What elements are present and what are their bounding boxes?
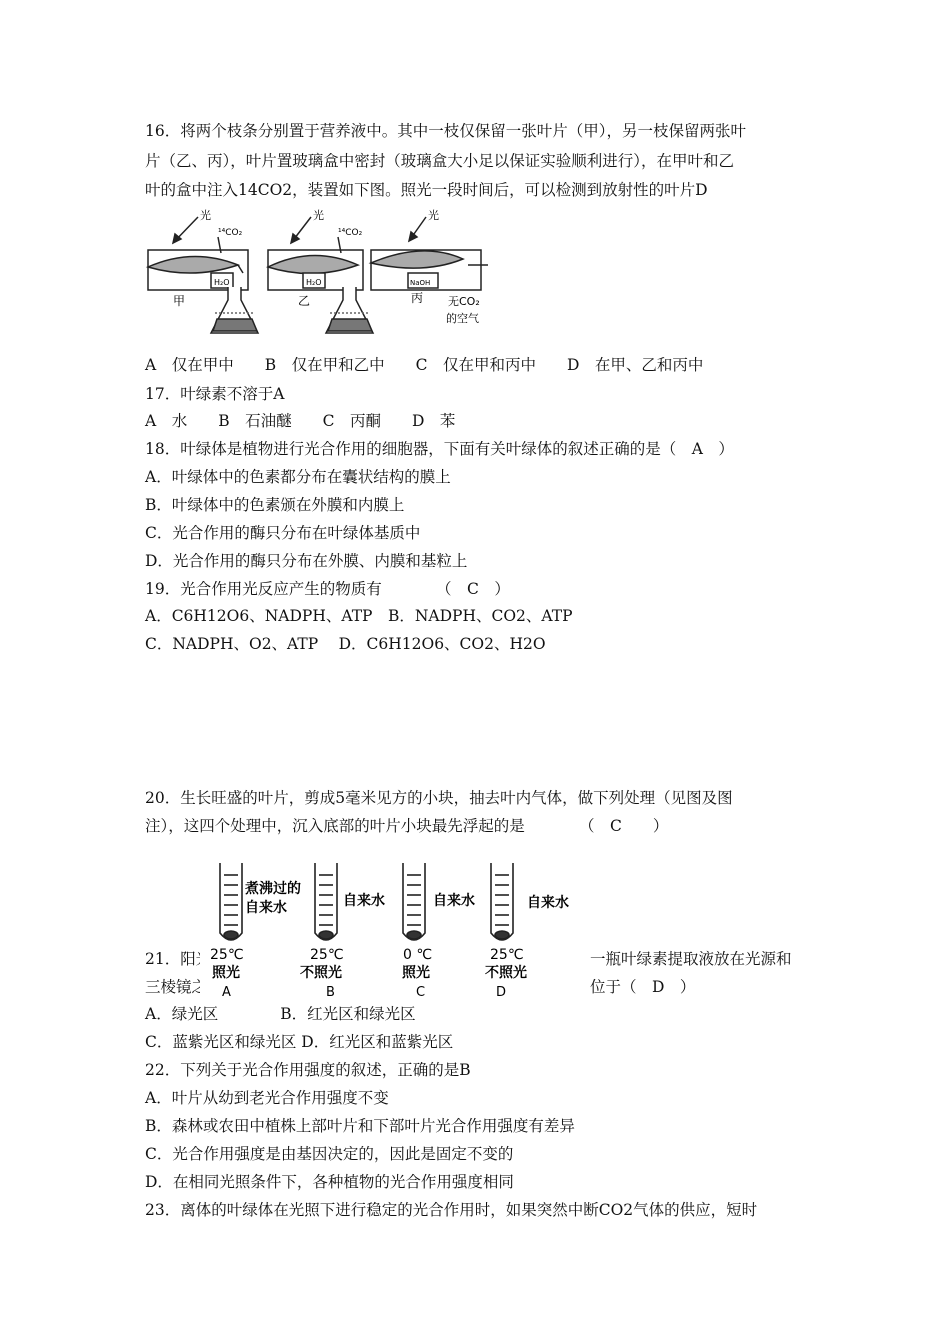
q17-options: A 水 B 石油醚 C 丙酮 D 苯 — [145, 412, 456, 430]
q16-light-label-3: 光 — [428, 209, 439, 222]
q17-stem: 17．叶绿素不溶于A — [145, 385, 285, 403]
q16-leaf-yi: 乙 — [298, 294, 311, 308]
q18-option-c: C．光合作用的酶只分布在叶绿体基质中 — [145, 524, 421, 542]
q16-light-label-2: 光 — [313, 209, 324, 222]
tube-a-temp: 25℃ — [210, 947, 244, 963]
q16-line2: 片（乙、丙），叶片置玻璃盒中密封（玻璃盒大小足以保证实验顺利进行），在甲叶和乙 — [145, 152, 735, 170]
q16-co2-label-1: ¹⁴CO₂ — [218, 228, 243, 238]
tube-a-label-line2: 自来水 — [245, 900, 287, 916]
q16-co2-label-2: ¹⁴CO₂ — [338, 228, 363, 238]
q16-apparatus-figure — [143, 205, 503, 345]
q18-stem: 18．叶绿体是植物进行光合作用的细胞器，下面有关叶绿体的叙述正确的是（ A ） — [145, 440, 734, 458]
q16-no-co2-line1: 无CO₂ — [448, 295, 480, 308]
tube-b-temp: 25℃ — [310, 947, 344, 963]
q16-leaf-jia: 甲 — [173, 294, 186, 308]
tube-d-light: 不照光 — [485, 965, 527, 981]
tube-c-letter: C — [416, 985, 426, 1000]
tube-c-temp: 0 ℃ — [403, 947, 433, 963]
q21-options-cd: C．蓝紫光区和绿光区 D．红光区和蓝紫光区 — [145, 1033, 454, 1051]
q21-options-ab: A．绿光区 B．红光区和绿光区 — [145, 1005, 416, 1023]
q21-line2-left: 三棱镜之 — [145, 978, 208, 996]
q20-line1: 20．生长旺盛的叶片，剪成5毫米见方的小块，抽去叶内气体，做下列处理（见图及图 — [145, 789, 733, 807]
q21-line2-right: 位于（ D ） — [590, 978, 696, 996]
tube-b-light: 不照光 — [300, 965, 342, 981]
tube-a-letter: A — [222, 985, 231, 1000]
tube-a-light: 照光 — [212, 965, 240, 981]
tube-a-label-line1: 煮沸过的 — [245, 881, 301, 897]
q16-line3: 叶的盒中注入14CO2，装置如下图。照光一段时间后，可以检测到放射性的叶片D — [145, 181, 708, 199]
q16-h2o-label-2: H₂O — [306, 278, 322, 287]
tube-d-letter: D — [496, 985, 507, 1000]
q18-option-a: A．叶绿体中的色素都分布在囊状结构的膜上 — [145, 468, 451, 486]
tube-b-label: 自来水 — [343, 893, 385, 909]
tube-c-light: 照光 — [402, 965, 430, 981]
q16-leaf-bing: 丙 — [411, 291, 424, 305]
q16-light-label-1: 光 — [200, 209, 211, 222]
q20-test-tube-figure — [200, 855, 590, 1005]
q16-options: A 仅在甲中 B 仅在甲和乙中 C 仅在甲和丙中 D 在甲、乙和丙中 — [145, 356, 704, 374]
q22-stem: 22．下列关于光合作用强度的叙述，正确的是B — [145, 1061, 471, 1079]
q16-naoh-label: NaOH — [410, 279, 431, 287]
tube-c-label: 自来水 — [433, 893, 475, 909]
tube-d-label: 自来水 — [527, 895, 569, 911]
q19-options-ab: A．C6H12O6、NADPH、ATP B．NADPH、CO2、ATP — [145, 607, 573, 625]
q22-option-a: A．叶片从幼到老光合作用强度不变 — [145, 1089, 389, 1107]
q19-stem: 19．光合作用光反应产生的物质有 （ C ） — [145, 580, 510, 598]
q18-option-b: B．叶绿体中的色素颁在外膜和内膜上 — [145, 496, 405, 514]
q22-option-c: C．光合作用强度是由基因决定的，因此是固定不变的 — [145, 1145, 514, 1163]
tube-b-letter: B — [326, 985, 335, 1000]
q19-options-cd: C．NADPH、O2、ATP D．C6H12O6、CO2、H2O — [145, 635, 546, 653]
tube-d-temp: 25℃ — [490, 947, 524, 963]
q16-no-co2-line2: 的空气 — [446, 312, 479, 325]
q22-option-d: D．在相同光照条件下，各种植物的光合作用强度相同 — [145, 1173, 514, 1191]
q20-line2: 注），这四个处理中，沉入底部的叶片小块最先浮起的是 （ C ） — [145, 817, 669, 835]
q23-line1: 23．离体的叶绿体在光照下进行稳定的光合作用时，如果突然中断CO2气体的供应，短时 — [145, 1201, 758, 1219]
q21-line1-right: 一瓶叶绿素提取液放在光源和 — [590, 950, 792, 968]
q18-option-d: D．光合作用的酶只分布在外膜、内膜和基粒上 — [145, 552, 468, 570]
q21-line1-left: 21．阳光 — [145, 950, 212, 968]
q22-option-b: B．森林或农田中植株上部叶片和下部叶片光合作用强度有差异 — [145, 1117, 575, 1135]
q16-line1: 16．将两个枝条分别置于营养液中。其中一枝仅保留一张叶片（甲），另一枝保留两张叶 — [145, 122, 746, 140]
q16-h2o-label-1: H₂O — [214, 278, 230, 287]
